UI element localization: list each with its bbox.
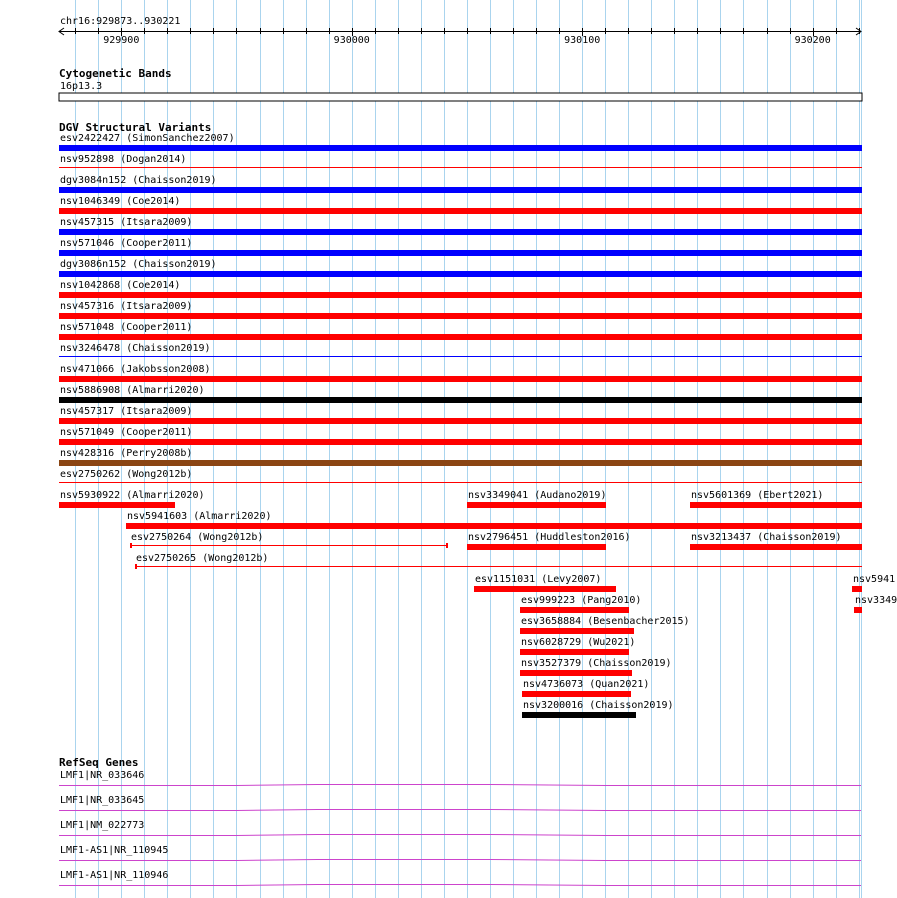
dgv-feature-label[interactable]: nsv1046349 (Coe2014) <box>60 196 181 207</box>
dgv-feature-label[interactable]: nsv3527379 (Chaisson2019) <box>521 658 672 669</box>
dgv-feature-label[interactable]: nsv471066 (Jakobsson2008) <box>60 364 211 375</box>
dgv-feature-bar[interactable] <box>520 670 632 676</box>
dgv-feature-bar[interactable] <box>130 545 447 546</box>
dgv-feature-bar[interactable] <box>690 544 862 550</box>
dgv-feature-bar[interactable] <box>522 712 636 718</box>
dgv-feature-bar[interactable] <box>854 607 862 613</box>
dgv-feature-label[interactable]: nsv457317 (Itsara2009) <box>60 406 193 417</box>
track-title-dgv: DGV Structural Variants <box>59 121 212 134</box>
dgv-feature-label[interactable]: nsv5601369 (Ebert2021) <box>691 490 824 501</box>
cytoband-label: 16p13.3 <box>60 81 103 92</box>
dgv-feature-bar[interactable] <box>520 628 634 634</box>
dgv-feature-label[interactable]: nsv3349 <box>855 595 897 606</box>
dgv-feature-label[interactable]: esv1151031 (Levy2007) <box>475 574 602 585</box>
dgv-feature-bar[interactable] <box>690 502 862 508</box>
dgv-feature-label[interactable]: esv2750264 (Wong2012b) <box>131 532 264 543</box>
dgv-feature-bar[interactable] <box>59 334 862 340</box>
dgv-feature-bar[interactable] <box>59 229 862 235</box>
dgv-feature-bar[interactable] <box>59 460 862 466</box>
ruler-tick-label: 930100 <box>564 35 601 46</box>
dgv-feature-bar[interactable] <box>59 418 862 424</box>
dgv-feature-bar[interactable] <box>126 523 862 529</box>
ruler-tick-label: 930200 <box>794 35 831 46</box>
dgv-feature-label[interactable]: nsv571048 (Cooper2011) <box>60 322 193 333</box>
dgv-feature-label[interactable]: nsv2796451 (Huddleston2016) <box>468 532 631 543</box>
gene-line <box>59 785 861 786</box>
track-title-cytobands: Cytogenetic Bands <box>59 67 172 80</box>
dgv-feature-label[interactable]: nsv571046 (Cooper2011) <box>60 238 193 249</box>
dgv-feature-label[interactable]: nsv5941 <box>853 574 896 585</box>
dgv-feature-label[interactable]: esv2422427 (SimonSanchez2007) <box>60 133 235 144</box>
dgv-feature-bar[interactable] <box>467 544 606 550</box>
dgv-feature-label[interactable]: esv2750262 (Wong2012b) <box>60 469 193 480</box>
dgv-feature-label[interactable]: nsv5930922 (Almarri2020) <box>60 490 205 501</box>
dgv-feature-label[interactable]: nsv3246478 (Chaisson2019) <box>60 343 211 354</box>
dgv-feature-label[interactable]: dgv3084n152 (Chaisson2019) <box>60 175 217 186</box>
dgv-feature-label[interactable]: nsv457315 (Itsara2009) <box>60 217 193 228</box>
dgv-feature-label[interactable]: nsv5941603 (Almarri2020) <box>127 511 272 522</box>
dgv-feature-bar[interactable] <box>59 271 862 277</box>
dgv-feature-label[interactable]: nsv952898 (Dogan2014) <box>60 154 187 165</box>
dgv-feature-label[interactable]: nsv6028729 (Wu2021) <box>521 637 636 648</box>
dgv-feature-label[interactable]: nsv1042868 (Coe2014) <box>60 280 181 291</box>
dgv-feature-bar[interactable] <box>59 439 862 445</box>
dgv-feature-label[interactable]: nsv3213437 (Chaisson2019) <box>691 532 842 543</box>
gene-label[interactable]: LMF1-AS1|NR_110946 <box>60 870 169 881</box>
dgv-feature-label[interactable]: esv999223 (Pang2010) <box>521 595 642 606</box>
gene-line <box>59 810 861 811</box>
gene-label[interactable]: LMF1|NR_033646 <box>60 770 145 781</box>
dgv-feature-bar[interactable] <box>59 292 862 298</box>
dgv-feature-bar[interactable] <box>59 167 862 168</box>
dgv-feature-bar[interactable] <box>59 356 862 357</box>
track-title-refseq: RefSeq Genes <box>59 756 139 769</box>
dgv-feature-label[interactable]: nsv3200016 (Chaisson2019) <box>523 700 674 711</box>
dgv-feature-bar[interactable] <box>59 376 862 382</box>
dgv-feature-label[interactable]: nsv428316 (Perry2008b) <box>60 448 193 459</box>
dgv-feature-label[interactable]: nsv3349041 (Audano2019) <box>468 490 607 501</box>
gene-line <box>59 835 861 836</box>
dgv-feature-bar[interactable] <box>852 586 862 592</box>
dgv-feature-bar[interactable] <box>59 397 862 403</box>
dgv-feature-label[interactable]: nsv5886908 (Almarri2020) <box>60 385 205 396</box>
dgv-feature-label[interactable]: dgv3086n152 (Chaisson2019) <box>60 259 217 270</box>
dgv-feature-label[interactable]: nsv571049 (Cooper2011) <box>60 427 193 438</box>
dgv-feature-bar[interactable] <box>520 607 629 613</box>
dgv-feature-cap <box>135 564 137 569</box>
dgv-feature-bar[interactable] <box>59 313 862 319</box>
dgv-feature-bar[interactable] <box>59 145 862 151</box>
ruler-tick-label: 929900 <box>103 35 140 46</box>
dgv-feature-bar[interactable] <box>59 250 862 256</box>
dgv-feature-label[interactable]: esv3658884 (Besenbacher2015) <box>521 616 690 627</box>
dgv-feature-bar[interactable] <box>59 502 175 508</box>
dgv-feature-bar[interactable] <box>59 208 862 214</box>
dgv-feature-bar[interactable] <box>474 586 616 592</box>
dgv-feature-bar[interactable] <box>59 482 862 483</box>
gene-label[interactable]: LMF1|NM_022773 <box>60 820 145 831</box>
dgv-feature-bar[interactable] <box>135 566 862 567</box>
dgv-feature-cap <box>446 543 448 548</box>
dgv-feature-label[interactable]: nsv4736073 (Quan2021) <box>523 679 650 690</box>
dgv-feature-label[interactable]: nsv457316 (Itsara2009) <box>60 301 193 312</box>
dgv-feature-label[interactable]: esv2750265 (Wong2012b) <box>136 553 269 564</box>
gene-line <box>59 885 861 886</box>
ruler-region-label: chr16:929873..930221 <box>60 16 181 27</box>
dgv-feature-bar[interactable] <box>522 691 631 697</box>
gene-label[interactable]: LMF1|NR_033645 <box>60 795 145 806</box>
gene-line <box>59 860 861 861</box>
gene-label[interactable]: LMF1-AS1|NR_110945 <box>60 845 169 856</box>
cytoband-bar <box>59 93 862 101</box>
dgv-feature-cap <box>130 543 132 548</box>
dgv-feature-bar[interactable] <box>59 187 862 193</box>
dgv-feature-bar[interactable] <box>467 502 606 508</box>
ruler-tick-label: 930000 <box>333 35 370 46</box>
dgv-feature-bar[interactable] <box>520 649 629 655</box>
